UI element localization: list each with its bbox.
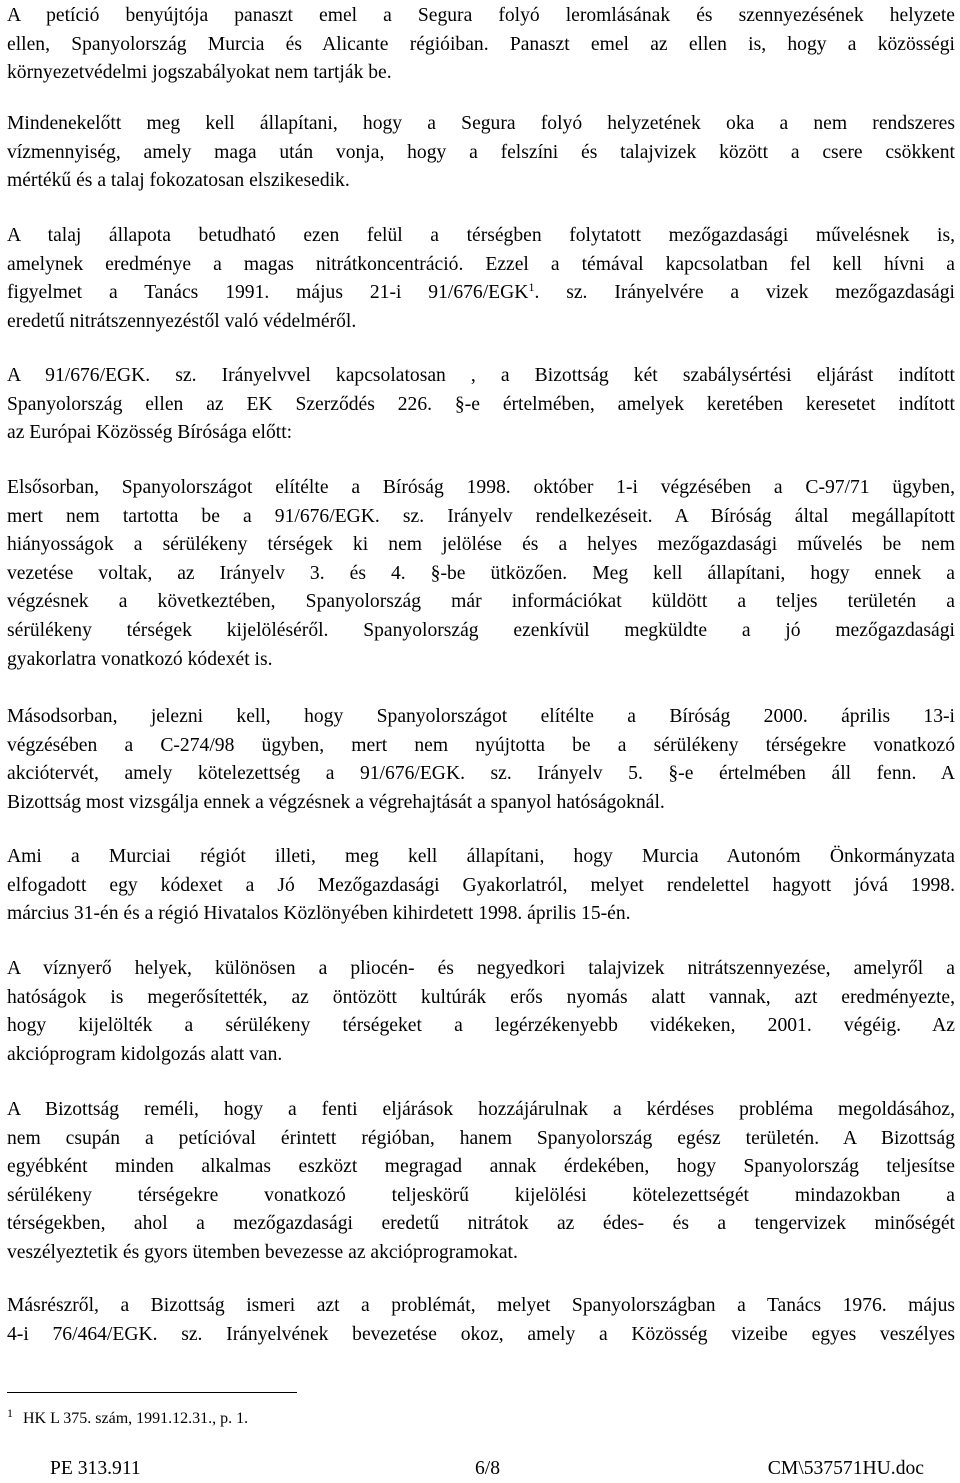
paragraph-10 [7, 1292, 955, 1349]
footnote-text: HK L 375. szám, 1991.12.31., p. 1. [23, 1410, 249, 1427]
footnote-number: 1 [7, 1406, 13, 1420]
text-line: környezetvédelmi jogszabályokat nem tartják be. [7, 62, 392, 84]
text-line: végzésében a C-274/98 ügyben, mert nem nyújtotta be a sérülékeny térségekre vonatkozó [7, 734, 955, 756]
text-line: eredetű nitrátszennyezéstől való védelméről. [7, 310, 357, 332]
text-line: A 91/676/EGK. sz. Irányelvvel kapcsolatosan , a Bizottság két szabálysértési eljárást indított [7, 365, 955, 386]
text-line: A petíció benyújtója panaszt emel a Segura folyó leromlásának és szennyezésének helyzete [7, 5, 955, 26]
text-line: Mindenekelőtt meg kell állapítani, hogy a Segura folyó helyzetének oka a nem rendszeres [7, 113, 955, 134]
text-line: A Bizottság reméli, hogy a fenti eljárások hozzájárulnak a kérdéses probléma megoldásához, [7, 1099, 955, 1120]
footnote [7, 1403, 248, 1429]
paragraph-1 [7, 2, 955, 88]
text-line: ellen, Spanyolország Murcia és Alicante régióiban. Panaszt emel az ellen is, hogy a közösségi [7, 33, 955, 55]
text-line: elfogadott egy kódexet a Jó Mezőgazdasági Gyakorlatról, melyet rendelettel hagyott jóvá 1998. [7, 874, 955, 896]
paragraph-7 [7, 843, 955, 929]
text-line: gyakorlatra vonatkozó kódexét is. [7, 648, 273, 670]
text-line: nem csupán a petícióval érintett régióban, hanem Spanyolország egész területén. A Bizottság [7, 1127, 955, 1149]
text-line: hogy kijelölték a sérülékeny térségeket a legérzékenyebb vidékeken, 2001. végéig. Az [7, 1015, 955, 1037]
text-line: A talaj állapota betudható ezen felül a térségben folytatott mezőgazdasági művelésnek is, [7, 225, 955, 246]
footer-page-number: 6/8 [475, 1458, 501, 1479]
text-line: Elsősorban, Spanyolországot elítélte a Bíróság 1998. október 1-i végzésében a C-97/71 ügyben, [7, 477, 955, 498]
text-line: hatóságok is megerősítették, az öntözött kultúrák erős nyomás alatt vannak, azt eredményezte, [7, 986, 955, 1008]
text-line: hiányosságok a sérülékeny térségek ki nem jelölése és a helyes mezőgazdasági művelés be nem [7, 534, 955, 556]
text-line: Spanyolország ellen az EK Szerződés 226. §-e értelmében, amelyek keretében keresetet indított [7, 393, 955, 415]
text-line: térségekben, ahol a mezőgazdasági eredetű nitrátok az édes- és a tengervizek minőségét [7, 1213, 955, 1235]
text-line: Másodsorban, jelezni kell, hogy Spanyolországot elítélte a Bíróság 2000. április 13-i [7, 706, 955, 727]
footer-document-ref: PE 313.911 [50, 1458, 141, 1479]
paragraph-2 [7, 110, 955, 196]
text-line: Bizottság most vizsgálja ennek a végzésnek a végrehajtását a spanyol hatóságoknál. [7, 791, 665, 813]
text-line: 4-i 76/464/EGK. sz. Irányelvének bevezetése okoz, amely a Közösség vizeibe egyes veszélyes [7, 1323, 955, 1345]
footnote-separator [7, 1392, 297, 1393]
text-line: mert nem tartotta be a 91/676/EGK. sz. Irányelv rendelkezéseit. A Bíróság által megállapított [7, 505, 955, 527]
text-line-with-footnote-ref [7, 279, 955, 308]
text-line: az Európai Közösség Bírósága előtt: [7, 422, 293, 444]
text-line: végzésnek a következtében, Spanyolország már információkat küldött a teljes területén a [7, 591, 955, 613]
text-line: akcióprogram kidolgozás alatt van. [7, 1043, 283, 1065]
text-line: akciótervét, amely kötelezettség a 91/676/EGK. sz. Irányelv 5. §-e értelmében áll fenn. A [7, 763, 955, 785]
text-line: amelynek eredménye a magas nitrátkoncentráció. Ezzel a témával kapcsolatban fel kell hívni a [7, 253, 955, 275]
text-line: Ami a Murciai régiót illeti, meg kell állapítani, hogy Murcia Autonóm Önkormányzata [7, 846, 955, 867]
paragraph-5 [7, 474, 955, 674]
text-line: egyébként minden alkalmas eszközt megragad annak érdekében, hogy Spanyolország teljesítse [7, 1156, 955, 1178]
text-line: sérülékeny térségek kijelöléséről. Spanyolország ezenkívül megküldte a jó mezőgazdasági [7, 619, 955, 641]
paragraph-6 [7, 703, 955, 817]
text-line: vízmennyiség, amely maga után vonja, hogy a felszíni és talajvizek között a csere csökkent [7, 141, 955, 163]
paragraph-9 [7, 1096, 955, 1268]
text-line: március 31-én és a régió Hivatalos Közlönyében kihirdetett 1998. április 15-én. [7, 903, 631, 925]
text-line: sérülékeny térségekre vonatkozó teljeskörű kijelölési kötelezettségét mindazokban a [7, 1184, 955, 1206]
text-line: mértékű és a talaj fokozatosan elszikesedik. [7, 170, 350, 192]
paragraph-8 [7, 955, 955, 1069]
text-segment: figyelmet a Tanács 1991. május 21-i 91/676/EGK [7, 282, 529, 304]
text-line: veszélyeztetik és gyors ütemben bevezesse az akcióprogramokat. [7, 1241, 518, 1263]
text-line: vezetése voltak, az Irányelv 3. és 4. §-be ütközően. Meg kell állapítani, hogy ennek a [7, 562, 955, 584]
paragraph-3 [7, 222, 955, 336]
footer-file-name: CM\537571HU.doc [767, 1458, 924, 1479]
text-segment: . sz. Irányelvére a vizek mezőgazdasági [534, 282, 955, 304]
text-line: A víznyerő helyek, különösen a pliocén- és negyedkori talajvizek nitrátszennyezése, amelyről a [7, 958, 955, 979]
text-line: Másrészről, a Bizottság ismeri azt a problémát, melyet Spanyolországban a Tanács 1976. május [7, 1295, 955, 1316]
paragraph-4 [7, 362, 955, 448]
footnote-reference[interactable]: 1 [528, 280, 535, 295]
